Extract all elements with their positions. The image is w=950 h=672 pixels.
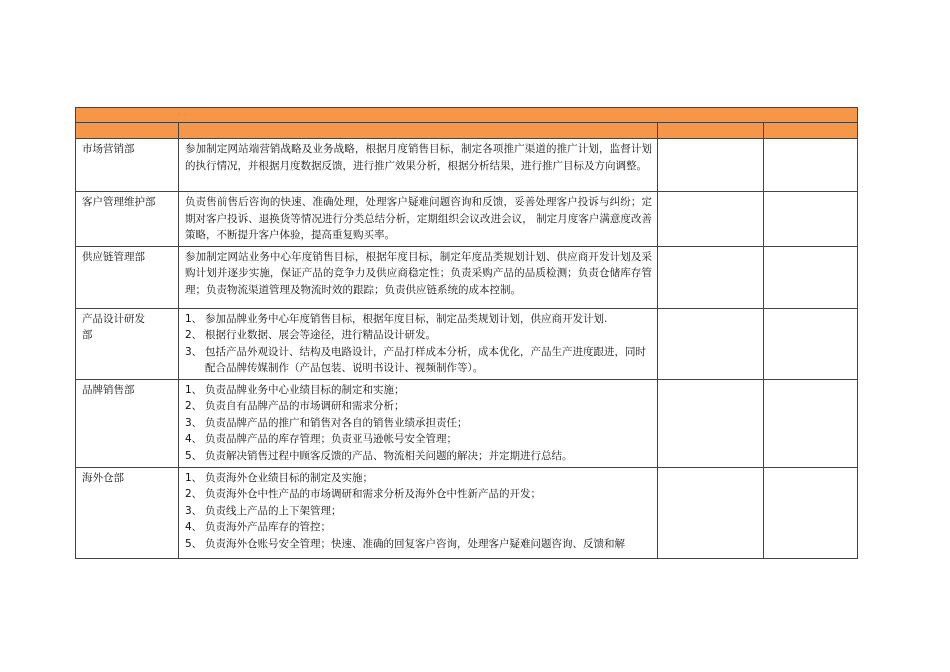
list-item-text: 包括产品外观设计、结构及电路设计，产品打样成本分析，成本优化，产品生产进度跟进，同时配合品牌传媒制作（产品包装、说明书设计、视频制作等）。 xyxy=(205,345,646,374)
department-duty-table xyxy=(75,107,858,559)
list-item xyxy=(185,486,652,503)
list-item xyxy=(185,448,652,465)
empty-cell xyxy=(658,246,764,308)
empty-cell xyxy=(658,192,764,247)
list-item-number: 1、 xyxy=(185,383,203,396)
empty-cell xyxy=(764,139,858,192)
header-cell-duties xyxy=(179,123,658,139)
list-item xyxy=(185,503,652,520)
department-duties xyxy=(179,467,658,558)
list-item-text: 参加品牌业务中心年度销售目标，根据年度目标，制定品类规划计划，供应商开发计划. xyxy=(205,312,608,325)
list-item-text: 负责海外仓中性产品的市场调研和需求分析及海外仓中性新产品的开发； xyxy=(205,488,541,500)
list-item-text: 负责海外仓账号安全管理；快速、准确的回复客户咨询，处理客户疑难问题咨询、反馈和解 xyxy=(205,537,625,550)
list-item-number: 2、 xyxy=(185,329,203,341)
empty-cell xyxy=(658,139,764,192)
table-row xyxy=(76,139,858,192)
empty-cell xyxy=(764,192,858,247)
list-item xyxy=(185,398,652,415)
department-name: 海外仓部 xyxy=(76,467,179,558)
list-item-text: 负责自有品牌产品的市场调研和需求分析； xyxy=(205,400,405,412)
list-item-number: 3、 xyxy=(185,416,203,429)
list-item-number: 3、 xyxy=(185,504,203,517)
list-item-number: 1、 xyxy=(185,312,203,325)
list-item-number: 5、 xyxy=(185,537,203,550)
empty-cell xyxy=(658,467,764,558)
list-item-text: 负责海外产品库存的管控； xyxy=(205,521,331,533)
list-item-number: 3、 xyxy=(185,345,203,358)
department-duties xyxy=(179,308,658,379)
table-row xyxy=(76,308,858,379)
list-item xyxy=(185,415,652,432)
list-item xyxy=(185,344,652,377)
department-duties xyxy=(179,379,658,467)
empty-cell xyxy=(658,379,764,467)
duty-list xyxy=(185,382,652,465)
list-item-number: 4、 xyxy=(185,521,203,533)
list-item xyxy=(185,382,652,399)
empty-cell xyxy=(764,379,858,467)
list-item-text: 负责解决销售过程中顾客反馈的产品、物流相关问题的解决；并定期进行总结。 xyxy=(205,449,573,462)
list-item xyxy=(185,536,652,553)
header-cell-department xyxy=(76,123,179,139)
department-name: 产品设计研发部 xyxy=(76,308,179,379)
list-item xyxy=(185,431,652,448)
department-name: 市场营销部 xyxy=(76,139,179,192)
list-item-number: 4、 xyxy=(185,433,203,445)
department-duties xyxy=(179,246,658,308)
empty-cell xyxy=(764,308,858,379)
header-cell-extra-2 xyxy=(764,123,858,139)
list-item-number: 5、 xyxy=(185,449,203,462)
duty-paragraph: 参加制定网站端营销战略及业务战略，根据月度销售目标，制定各项推广渠道的推广计划，监督计划的执行情况，并根据月度数据反馈，进行推广效果分析，根据分析结果，进行推广目标及方向调整。 xyxy=(185,143,652,172)
department-name: 客户管理维护部 xyxy=(76,192,179,247)
table-row xyxy=(76,246,858,308)
list-item-text: 负责线上产品的上下架管理； xyxy=(205,504,342,517)
department-duties xyxy=(179,139,658,192)
duty-paragraph: 负责售前售后咨询的快速、准确处理，处理客户疑难问题咨询和反馈，妥善处理客户投诉与纠纷；定期对客户投诉、退换货等情况进行分类总结分析，定期组织会议改进会议， 制定月度客户满意度改善策略，不断提升客户体验，提高重复购买率。 xyxy=(185,196,652,241)
duty-paragraph: 参加制定网站业务中心年度销售目标，根据年度目标，制定年度品类规划计划、供应商开发计划及采购计划并逐步实施，保证产品的竞争力及供应商稳定性；负责采购产品的品质检测；负责仓储库存管理；负责物流渠道管理及物流时效的跟踪；负责供应链系统的成本控制。 xyxy=(185,250,652,296)
empty-cell xyxy=(658,308,764,379)
empty-cell xyxy=(764,467,858,558)
list-item-text: 负责品牌产品的库存管理；负责亚马逊帐号安全管理； xyxy=(205,433,457,445)
list-item-text: 负责品牌业务中心业绩目标的制定和实施； xyxy=(205,383,405,396)
table-row xyxy=(76,192,858,247)
list-item-text: 根据行业数据、展会等途径，进行精品设计研发。 xyxy=(205,329,436,341)
duty-table-container xyxy=(75,107,857,559)
table-row xyxy=(76,379,858,467)
list-item xyxy=(185,327,652,344)
empty-cell xyxy=(764,246,858,308)
header-cell-extra-1 xyxy=(658,123,764,139)
list-item-number: 2、 xyxy=(185,400,203,412)
list-item-text: 负责海外仓业绩目标的制定及实施； xyxy=(205,471,373,484)
department-name: 品牌销售部 xyxy=(76,379,179,467)
department-duties xyxy=(179,192,658,247)
list-item xyxy=(185,311,652,328)
table-row xyxy=(76,467,858,558)
list-item-number: 2、 xyxy=(185,488,203,500)
list-item xyxy=(185,519,652,536)
list-item-number: 1、 xyxy=(185,471,203,484)
table-title-bar xyxy=(76,108,858,123)
list-item-text: 负责品牌产品的推广和销售对各自的销售业绩承担责任； xyxy=(205,416,468,429)
table-header-row xyxy=(76,123,858,139)
title-cell xyxy=(76,108,858,123)
list-item xyxy=(185,470,652,487)
duty-list xyxy=(185,311,652,377)
duty-list xyxy=(185,470,652,553)
department-name: 供应链管理部 xyxy=(76,246,179,308)
